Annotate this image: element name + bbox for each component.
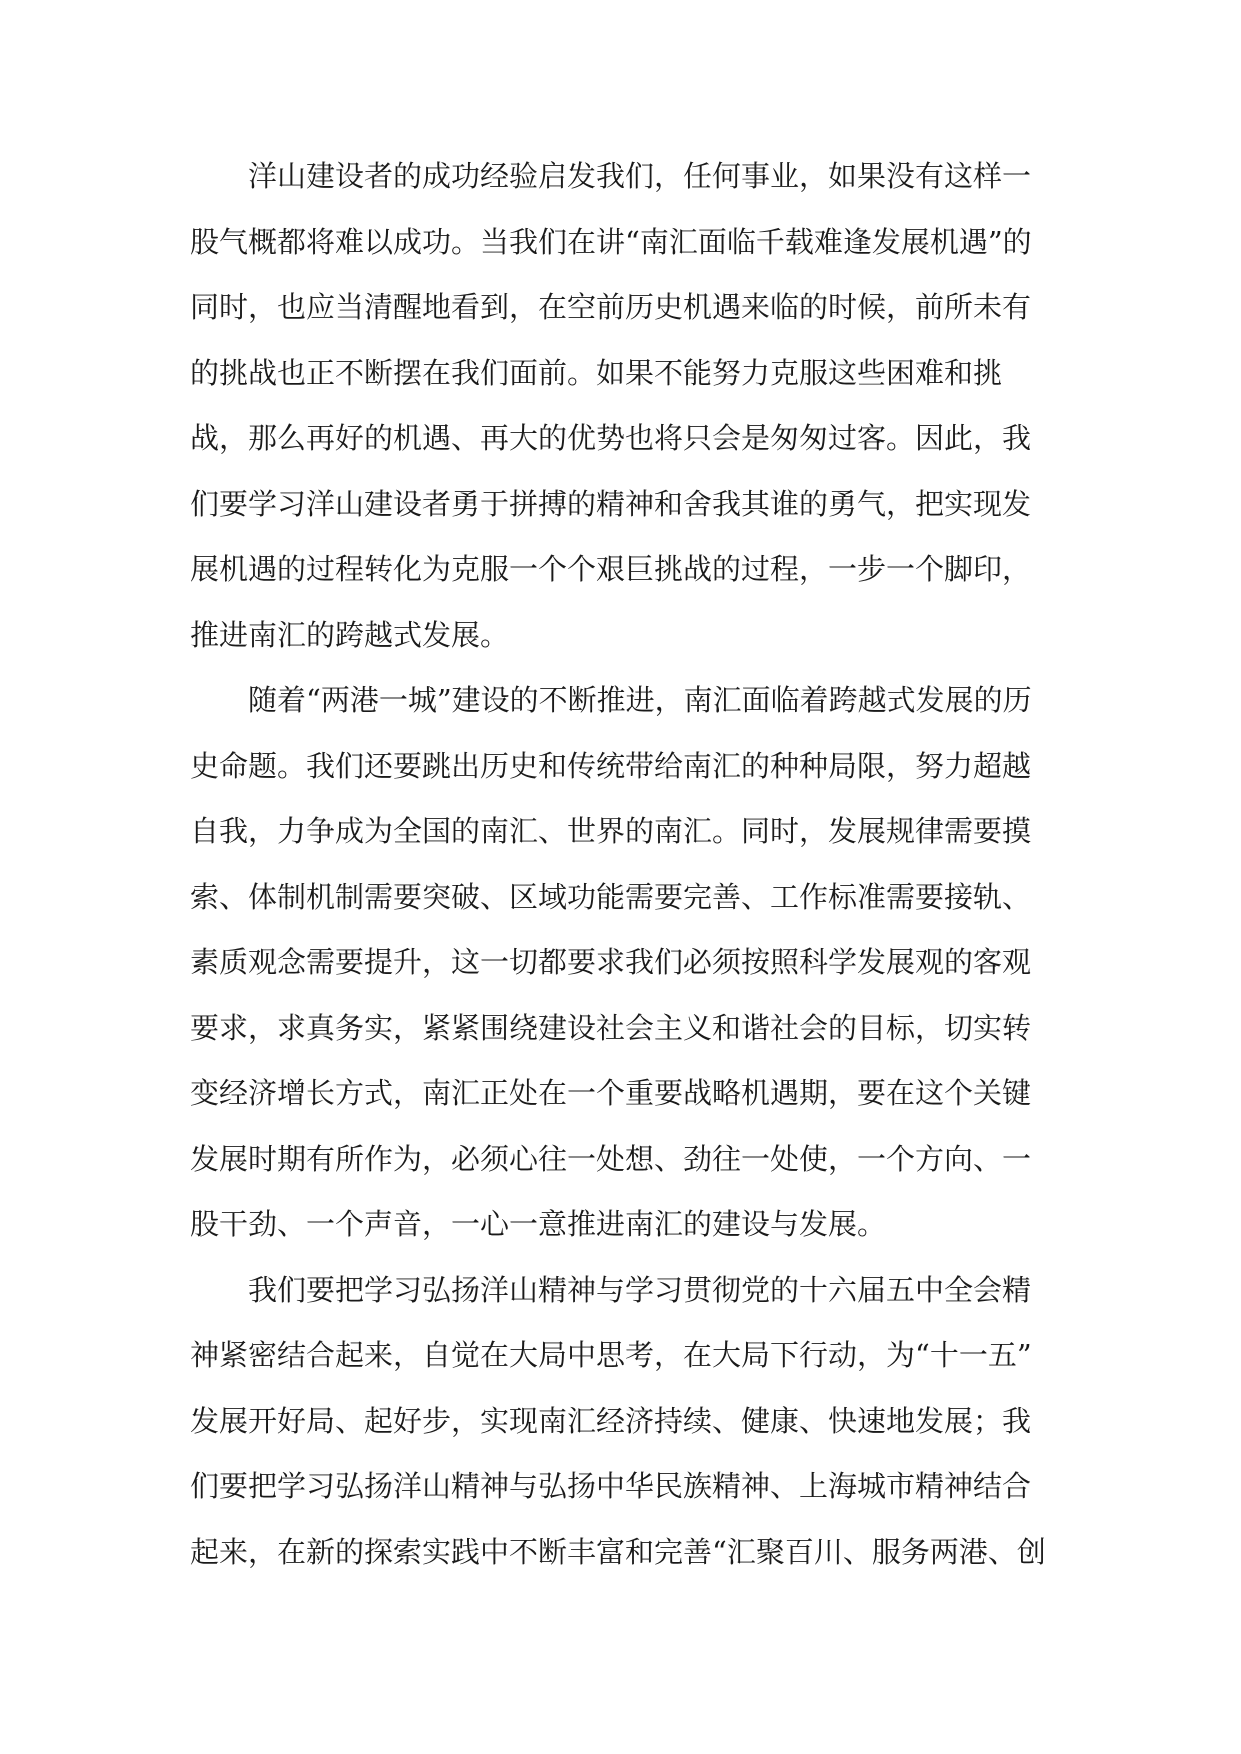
text-line: 们要把学习弘扬洋山精神与弘扬中华民族精神、上海城市精神结合 [190, 1469, 1032, 1503]
text-line: 发展开好局、起好步，实现南汇经济持续、健康、快速地发展；我 [190, 1403, 1032, 1438]
paragraph-3 [190, 1272, 1070, 1600]
text-line: 变经济增长方式，南汇正处在一个重要战略机遇期，要在这个关键 [190, 1076, 1032, 1110]
paragraph-1 [190, 158, 1070, 682]
text-line: 自我，力争成为全国的南汇、世界的南汇。同时，发展规律需要摸 [190, 814, 1032, 848]
text-line: 史命题。我们还要跳出历史和传统带给南汇的种种局限，努力超越 [190, 748, 1032, 783]
text-line: 战，那么再好的机遇、再大的优势也将只会是匆匆过客。因此，我 [190, 421, 1032, 455]
text-line: 展机遇的过程转化为克服一个个艰巨挑战的过程，一步一个脚印， [190, 552, 1032, 586]
text-line: 同时，也应当清醒地看到，在空前历史机遇来临的时候，前所未有 [190, 290, 1032, 324]
body-text [190, 158, 1070, 1599]
text-line: 的挑战也正不断摆在我们面前。如果不能努力克服这些困难和挑 [190, 355, 1003, 390]
text-line: 推进南汇的跨越式发展。 [190, 617, 510, 652]
text-line: 索、体制机制需要突破、区域功能需要完善、工作标准需要接轨、 [190, 879, 1032, 914]
text-line: 我们要把学习弘扬洋山精神与学习贯彻党的十六届五中全会精 [248, 1272, 1032, 1307]
text-line: 神紧密结合起来，自觉在大局中思考，在大局下行动，为“十一五” [190, 1338, 1032, 1372]
text-line: 发展时期有所作为，必须心往一处想、劲往一处使，一个方向、一 [190, 1141, 1032, 1176]
text-line: 素质观念需要提升，这一切都要求我们必须按照科学发展观的客观 [190, 945, 1032, 979]
text-line: 洋山建设者的成功经验启发我们，任何事业，如果没有这样一 [248, 159, 1032, 193]
text-line: 起来，在新的探索实践中不断丰富和完善“汇聚百川、服务两港、创 [190, 1534, 1046, 1569]
text-line: 股干劲、一个声音，一心一意推进南汇的建设与发展。 [190, 1207, 887, 1241]
text-line: 随着“两港一城”建设的不断推进，南汇面临着跨越式发展的历 [248, 683, 1032, 717]
text-line: 要求，求真务实，紧紧围绕建设社会主义和谐社会的目标，切实转 [190, 1010, 1032, 1045]
text-line: 们要学习洋山建设者勇于拼搏的精神和舍我其谁的勇气，把实现发 [190, 486, 1032, 521]
text-line: 股气概都将难以成功。当我们在讲“南汇面临千载难逢发展机遇”的 [190, 224, 1032, 259]
paragraph-2 [190, 682, 1070, 1272]
